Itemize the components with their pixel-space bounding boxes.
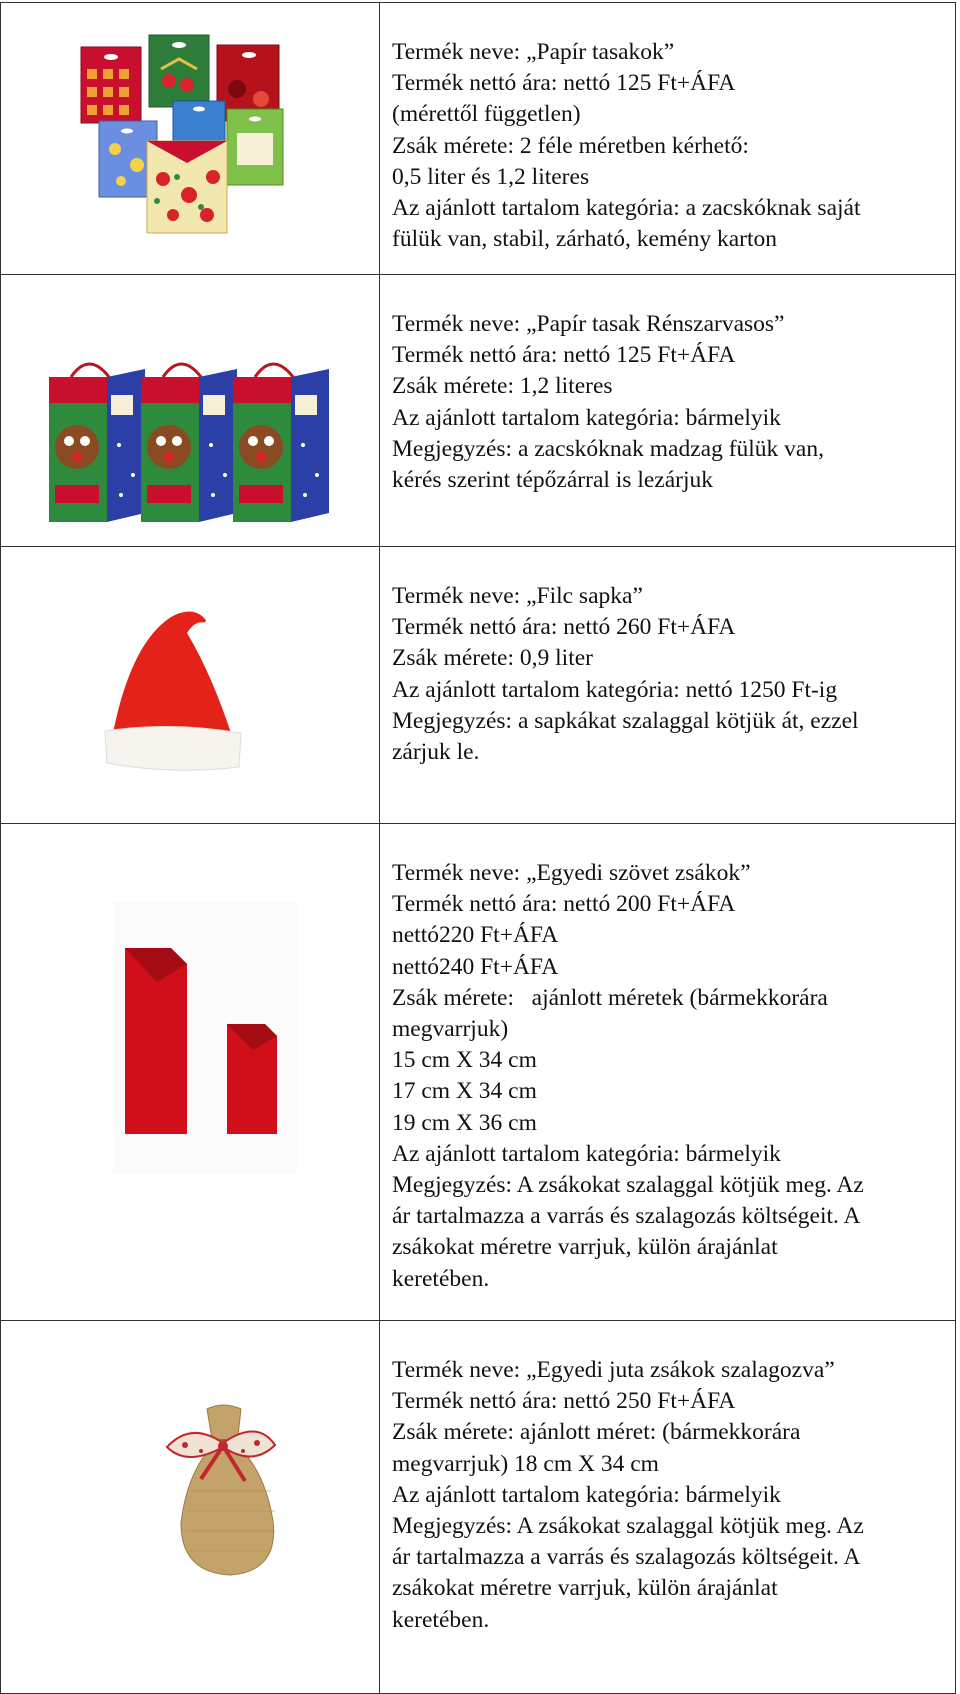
product-size-option: 19 cm X 36 cm	[392, 1109, 537, 1136]
product-name: Termék neve: „Papír tasak Rénszarvasos”	[392, 311, 785, 337]
product-note: Megjegyzés: A zsákokat szalaggal kötjük meg. Az	[392, 1513, 864, 1540]
product-price: Termék nettó ára: nettó 125 Ft+ÁFA	[392, 342, 736, 369]
product-category: Az ajánlott tartalom kategória: a zacskóknak saját	[392, 195, 861, 222]
paper-gift-bags-image	[77, 29, 297, 249]
product-image-cell	[1, 3, 380, 275]
product-description-cell	[380, 824, 956, 1321]
product-row-jute-sacks	[1, 1321, 956, 1694]
product-name: Termék neve: „Filc sapka”	[392, 583, 643, 609]
product-description-cell	[380, 1321, 956, 1694]
product-detail-line: keretében.	[392, 1606, 490, 1633]
reindeer-paper-bags-image	[49, 355, 339, 525]
product-detail-line: zsákokat méretre varrjuk, külön árajánlat	[392, 1234, 778, 1261]
product-row-felt-hat	[1, 547, 956, 824]
fabric-sacks-image	[113, 902, 297, 1174]
product-name: Termék neve: „Egyedi szövet zsákok”	[392, 860, 751, 886]
product-category: Az ajánlott tartalom kategória: bármelyik	[392, 404, 781, 431]
product-image-cell	[1, 275, 380, 547]
product-size: Zsák mérete: 0,9 liter	[392, 645, 593, 672]
product-image-cell	[1, 547, 380, 824]
product-detail-line: 0,5 liter és 1,2 literes	[392, 163, 590, 190]
product-note: Megjegyzés: a sapkákat szalaggal kötjük át, ezzel	[392, 707, 859, 734]
product-detail-line: fülük van, stabil, zárható, kemény karton	[392, 226, 778, 253]
product-detail-line: megvarrjuk)	[392, 1016, 509, 1043]
product-detail-line: (mérettől független)	[392, 101, 581, 128]
product-size: Zsák mérete: ajánlott méretek (bármekkorára	[392, 984, 828, 1011]
product-price-option: nettó220 Ft+ÁFA	[392, 922, 559, 949]
product-price: Termék nettó ára: nettó 200 Ft+ÁFA	[392, 891, 736, 918]
product-price: Termék nettó ára: nettó 125 Ft+ÁFA	[392, 70, 736, 97]
product-note: Megjegyzés: a zacskóknak madzag fülük van,	[392, 435, 824, 462]
product-description-cell	[380, 3, 956, 275]
product-price: Termék nettó ára: nettó 260 Ft+ÁFA	[392, 614, 736, 641]
product-row-fabric-sacks	[1, 824, 956, 1321]
product-size-option: 15 cm X 34 cm	[392, 1047, 537, 1074]
product-detail-line: keretében.	[392, 1265, 490, 1292]
product-size: Zsák mérete: 2 féle méretben kérhető:	[392, 132, 749, 159]
product-detail-line: zárjuk le.	[392, 739, 480, 766]
product-image-cell	[1, 1321, 380, 1694]
product-category: Az ajánlott tartalom kategória: nettó 1250 Ft-ig	[392, 676, 838, 703]
jute-sack-image	[161, 1401, 301, 1581]
product-price: Termék nettó ára: nettó 250 Ft+ÁFA	[392, 1388, 736, 1415]
product-detail-line: megvarrjuk) 18 cm X 34 cm	[392, 1450, 659, 1477]
product-image-cell	[1, 824, 380, 1321]
product-row-reindeer-bags	[1, 275, 956, 547]
product-category: Az ajánlott tartalom kategória: bármelyik	[392, 1140, 781, 1167]
product-name: Termék neve: „Papír tasakok”	[392, 39, 675, 65]
product-category: Az ajánlott tartalom kategória: bármelyik	[392, 1481, 781, 1508]
product-size: Zsák mérete: ajánlott méret: (bármekkorára	[392, 1419, 801, 1446]
product-table	[0, 2, 956, 1694]
product-description-cell	[380, 275, 956, 547]
product-detail-line: ár tartalmazza a varrás és szalagozás költségeit. A	[392, 1544, 861, 1571]
product-row-paper-bags	[1, 3, 956, 275]
product-price-option: nettó240 Ft+ÁFA	[392, 953, 559, 980]
product-detail-line: ár tartalmazza a varrás és szalagozás költségeit. A	[392, 1203, 861, 1230]
product-detail-line: zsákokat méretre varrjuk, külön árajánlat	[392, 1575, 778, 1602]
product-size: Zsák mérete: 1,2 literes	[392, 373, 613, 400]
product-note: Megjegyzés: A zsákokat szalaggal kötjük meg. Az	[392, 1172, 864, 1199]
product-size-option: 17 cm X 34 cm	[392, 1078, 537, 1105]
product-detail-line: kérés szerint tépőzárral is lezárjuk	[392, 467, 714, 494]
product-description-cell	[380, 547, 956, 824]
product-name: Termék neve: „Egyedi juta zsákok szalagozva”	[392, 1357, 835, 1383]
santa-hat-image	[101, 603, 251, 781]
